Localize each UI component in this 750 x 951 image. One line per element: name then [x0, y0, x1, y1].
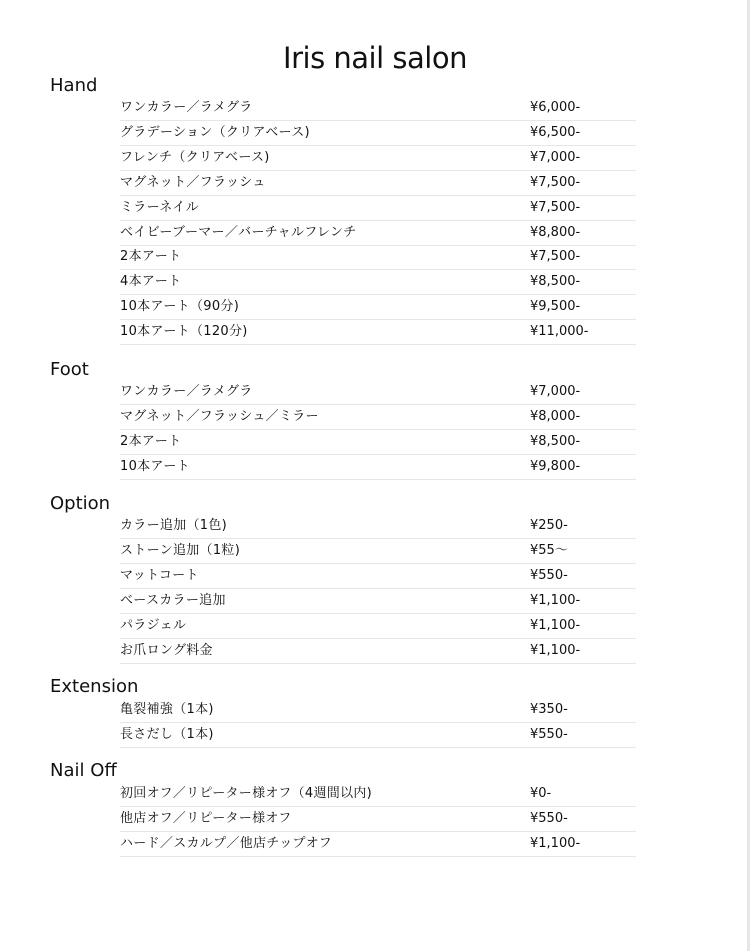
menu-row — [120, 96, 636, 121]
section-heading: Nail Off — [50, 760, 117, 781]
menu-item-name: マグネット／フラッシュ — [120, 175, 266, 190]
menu-row — [120, 146, 636, 171]
menu-row — [120, 270, 636, 295]
menu-item-price: ¥250- — [530, 518, 568, 533]
menu-item-price: ¥550- — [530, 568, 568, 583]
menu-item-price: ¥9,500- — [530, 299, 581, 314]
menu-row — [120, 295, 636, 320]
menu-item-name: ワンカラー／ラメグラ — [120, 100, 253, 115]
menu-item-name: 他店オフ／リピーター様オフ — [120, 811, 292, 826]
menu-row — [120, 405, 636, 430]
menu-item-price: ¥7,000- — [530, 150, 581, 165]
menu-item-name: マットコート — [120, 568, 199, 583]
menu-item-price: ¥8,800- — [530, 225, 581, 240]
menu-item-price: ¥7,500- — [530, 200, 581, 215]
menu-item-name: ミラーネイル — [120, 200, 199, 215]
menu-item-price: ¥8,500- — [530, 434, 581, 449]
menu-row — [120, 782, 636, 807]
menu-row — [120, 698, 636, 723]
menu-row — [120, 171, 636, 196]
menu-item-price: ¥7,500- — [530, 175, 581, 190]
menu-item-name: 10本アート（120分) — [120, 324, 248, 339]
menu-item-name: 初回オフ／リピーター様オフ（4週間以内) — [120, 786, 373, 801]
menu-item-price: ¥7,000- — [530, 384, 581, 399]
menu-row — [120, 807, 636, 832]
section-heading: Option — [50, 493, 111, 514]
menu-item-price: ¥6,500- — [530, 125, 581, 140]
menu-item-price: ¥55〜 — [530, 543, 568, 558]
menu-item-price: ¥0- — [530, 786, 552, 801]
section-heading: Foot — [50, 359, 89, 380]
menu-row — [120, 430, 636, 455]
menu-item-price: ¥1,100- — [530, 836, 581, 851]
menu-item-name: カラー追加（1色) — [120, 518, 228, 533]
menu-item-name: グラデーション（クリアベース) — [120, 125, 310, 140]
menu-row — [120, 614, 636, 639]
menu-item-name: お爪ロング料金 — [120, 643, 213, 658]
page-title: Iris nail salon — [283, 41, 467, 75]
menu-item-price: ¥1,100- — [530, 618, 581, 633]
menu-item-name: 10本アート（90分) — [120, 299, 240, 314]
menu-row — [120, 455, 636, 480]
menu-item-name: マグネット／フラッシュ／ミラー — [120, 409, 319, 424]
menu-row — [120, 196, 636, 221]
menu-item-name: 亀裂補強（1本) — [120, 702, 214, 717]
menu-row — [120, 639, 636, 664]
menu-item-name: ハード／スカルプ／他店チップオフ — [120, 836, 332, 851]
menu-item-name: パラジェル — [120, 618, 187, 633]
menu-row — [120, 564, 636, 589]
menu-row — [120, 723, 636, 748]
menu-row — [120, 245, 636, 270]
menu-item-name: 10本アート — [120, 459, 190, 474]
section-heading: Extension — [50, 676, 139, 697]
menu-item-name: ストーン追加（1粒) — [120, 543, 241, 558]
menu-item-price: ¥350- — [530, 702, 568, 717]
menu-item-price: ¥6,000- — [530, 100, 581, 115]
menu-row — [120, 320, 636, 345]
menu-item-price: ¥9,800- — [530, 459, 581, 474]
menu-item-name: 2本アート — [120, 249, 182, 264]
menu-item-price: ¥7,500- — [530, 249, 581, 264]
menu-item-price: ¥11,000- — [530, 324, 589, 339]
menu-item-price: ¥8,000- — [530, 409, 581, 424]
menu-item-name: 2本アート — [120, 434, 182, 449]
menu-item-price: ¥1,100- — [530, 593, 581, 608]
menu-row — [120, 121, 636, 146]
menu-row — [120, 539, 636, 564]
menu-item-name: ワンカラー／ラメグラ — [120, 384, 253, 399]
menu-row — [120, 221, 636, 246]
menu-item-price: ¥1,100- — [530, 643, 581, 658]
menu-item-price: ¥550- — [530, 727, 568, 742]
menu-row — [120, 832, 636, 857]
menu-row — [120, 514, 636, 539]
menu-item-name: フレンチ（クリアベース) — [120, 150, 270, 165]
menu-item-name: ベースカラー追加 — [120, 593, 226, 608]
menu-item-name: ベイビーブーマー／バーチャルフレンチ — [120, 225, 357, 240]
section-heading: Hand — [50, 75, 98, 96]
menu-item-price: ¥8,500- — [530, 274, 581, 289]
menu-row — [120, 380, 636, 405]
menu-item-name: 4本アート — [120, 274, 182, 289]
menu-row — [120, 589, 636, 614]
menu-item-name: 長さだし（1本) — [120, 727, 214, 742]
menu-item-price: ¥550- — [530, 811, 568, 826]
